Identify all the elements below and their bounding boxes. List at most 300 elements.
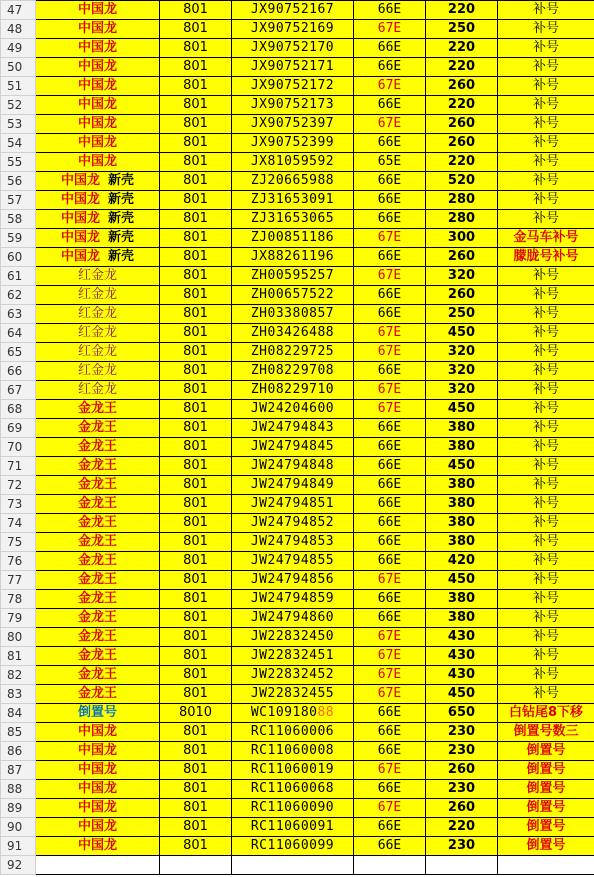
cell-price[interactable]: 430 (426, 628, 498, 647)
cell-note[interactable]: 补号 (498, 457, 594, 476)
cell-version[interactable]: 67E (354, 685, 426, 704)
cell-version[interactable]: 67E (354, 77, 426, 96)
cell-version[interactable]: 66E (354, 514, 426, 533)
cell-note[interactable]: 补号 (498, 153, 594, 172)
row-number-header[interactable]: 71 (1, 457, 36, 476)
cell-name[interactable] (36, 229, 160, 248)
row-number-header[interactable]: 72 (1, 476, 36, 495)
row-number-header[interactable]: 92 (1, 856, 36, 875)
cell-price[interactable]: 230 (426, 837, 498, 856)
cell-serial[interactable] (232, 362, 354, 381)
cell-note[interactable]: 补号 (498, 362, 594, 381)
cell-version[interactable]: 66E (354, 419, 426, 438)
cell-note[interactable]: 补号 (498, 533, 594, 552)
cell-serial[interactable] (232, 153, 354, 172)
cell-price[interactable]: 280 (426, 191, 498, 210)
cell-name[interactable] (36, 628, 160, 647)
cell-name[interactable] (36, 818, 160, 837)
cell-name[interactable] (36, 343, 160, 362)
cell-price[interactable]: 320 (426, 267, 498, 286)
cell-name[interactable] (36, 723, 160, 742)
cell-price[interactable]: 450 (426, 685, 498, 704)
cell-version[interactable]: 66E (354, 590, 426, 609)
row-number-header[interactable]: 85 (1, 723, 36, 742)
cell-note[interactable]: 补号 (498, 77, 594, 96)
cell-price[interactable]: 450 (426, 324, 498, 343)
cell-code[interactable]: 801 (160, 476, 232, 495)
cell-code[interactable]: 801 (160, 191, 232, 210)
row-number-header[interactable]: 64 (1, 324, 36, 343)
row-number-header[interactable]: 76 (1, 552, 36, 571)
cell-price[interactable]: 250 (426, 20, 498, 39)
row-number-header[interactable]: 62 (1, 286, 36, 305)
cell-version[interactable]: 66E (354, 704, 426, 723)
cell-version[interactable]: 66E (354, 837, 426, 856)
cell-serial[interactable] (232, 210, 354, 229)
cell-name[interactable] (36, 191, 160, 210)
cell-version[interactable]: 67E (354, 666, 426, 685)
cell-name[interactable] (36, 837, 160, 856)
row-number-header[interactable]: 74 (1, 514, 36, 533)
cell-serial[interactable] (232, 457, 354, 476)
row-number-header[interactable]: 58 (1, 210, 36, 229)
cell-price[interactable]: 380 (426, 533, 498, 552)
cell-name[interactable] (36, 210, 160, 229)
cell-version[interactable]: 66E (354, 210, 426, 229)
cell-note[interactable]: 补号 (498, 324, 594, 343)
cell-note[interactable]: 白钻尾8下移 (498, 704, 594, 723)
cell-note[interactable]: 补号 (498, 1, 594, 20)
cell-name[interactable] (36, 115, 160, 134)
cell-note[interactable]: 倒置号 (498, 837, 594, 856)
cell-price[interactable]: 450 (426, 571, 498, 590)
cell-serial[interactable] (232, 742, 354, 761)
cell-code[interactable]: 801 (160, 20, 232, 39)
cell-name[interactable] (36, 590, 160, 609)
cell-serial[interactable] (232, 1, 354, 20)
cell-code[interactable]: 801 (160, 153, 232, 172)
cell-name[interactable] (36, 742, 160, 761)
cell-code[interactable]: 801 (160, 438, 232, 457)
cell-price[interactable]: 280 (426, 210, 498, 229)
cell-name[interactable] (36, 324, 160, 343)
cell-code[interactable]: 801 (160, 77, 232, 96)
cell-serial[interactable] (232, 571, 354, 590)
cell-note[interactable]: 补号 (498, 210, 594, 229)
cell-note[interactable]: 补号 (498, 552, 594, 571)
cell-price[interactable]: 320 (426, 381, 498, 400)
row-number-header[interactable]: 83 (1, 685, 36, 704)
cell-name[interactable] (36, 495, 160, 514)
cell-version[interactable]: 66E (354, 818, 426, 837)
cell-name[interactable] (36, 799, 160, 818)
row-number-header[interactable]: 88 (1, 780, 36, 799)
cell-price[interactable]: 260 (426, 248, 498, 267)
cell-version[interactable]: 66E (354, 495, 426, 514)
cell-serial[interactable] (232, 324, 354, 343)
row-number-header[interactable]: 80 (1, 628, 36, 647)
cell-code[interactable]: 801 (160, 400, 232, 419)
cell-note[interactable]: 补号 (498, 647, 594, 666)
row-number-header[interactable]: 61 (1, 267, 36, 286)
cell-price[interactable]: 220 (426, 153, 498, 172)
cell-name[interactable] (36, 571, 160, 590)
cell-note[interactable]: 补号 (498, 476, 594, 495)
cell-price[interactable]: 430 (426, 647, 498, 666)
cell-version[interactable]: 66E (354, 39, 426, 58)
cell-serial[interactable] (232, 761, 354, 780)
row-number-header[interactable]: 59 (1, 229, 36, 248)
cell-version[interactable]: 66E (354, 780, 426, 799)
cell-code[interactable]: 801 (160, 39, 232, 58)
cell-serial[interactable] (232, 780, 354, 799)
cell-name[interactable] (36, 438, 160, 457)
row-number-header[interactable]: 54 (1, 134, 36, 153)
cell-name[interactable] (36, 20, 160, 39)
cell-name[interactable] (36, 761, 160, 780)
cell-price[interactable]: 320 (426, 362, 498, 381)
cell-name[interactable] (36, 666, 160, 685)
row-number-header[interactable]: 57 (1, 191, 36, 210)
cell-version[interactable]: 67E (354, 324, 426, 343)
row-number-header[interactable]: 90 (1, 818, 36, 837)
cell-name[interactable] (36, 476, 160, 495)
cell-serial[interactable] (232, 818, 354, 837)
cell-name[interactable] (36, 685, 160, 704)
cell-price[interactable]: 260 (426, 761, 498, 780)
row-number-header[interactable]: 65 (1, 343, 36, 362)
cell-version[interactable]: 66E (354, 58, 426, 77)
cell-serial[interactable] (232, 685, 354, 704)
row-number-header[interactable]: 70 (1, 438, 36, 457)
cell-serial[interactable] (232, 191, 354, 210)
cell-name[interactable] (36, 400, 160, 419)
cell-note[interactable]: 补号 (498, 419, 594, 438)
empty-cell[interactable] (354, 856, 426, 875)
cell-note[interactable]: 补号 (498, 191, 594, 210)
cell-name[interactable] (36, 457, 160, 476)
cell-note[interactable]: 金马车补号 (498, 229, 594, 248)
cell-serial[interactable] (232, 628, 354, 647)
cell-serial[interactable] (232, 666, 354, 685)
cell-version[interactable]: 67E (354, 400, 426, 419)
cell-code[interactable]: 801 (160, 818, 232, 837)
cell-serial[interactable] (232, 590, 354, 609)
row-number-header[interactable]: 87 (1, 761, 36, 780)
empty-cell[interactable] (498, 856, 594, 875)
cell-version[interactable]: 67E (354, 20, 426, 39)
cell-version[interactable]: 67E (354, 799, 426, 818)
cell-price[interactable]: 260 (426, 799, 498, 818)
cell-code[interactable]: 801 (160, 229, 232, 248)
cell-code[interactable]: 801 (160, 799, 232, 818)
cell-name[interactable] (36, 704, 160, 723)
cell-note[interactable]: 倒置号 (498, 780, 594, 799)
cell-version[interactable]: 67E (354, 115, 426, 134)
cell-code[interactable]: 801 (160, 552, 232, 571)
cell-code[interactable]: 801 (160, 58, 232, 77)
cell-code[interactable]: 801 (160, 495, 232, 514)
cell-price[interactable]: 420 (426, 552, 498, 571)
row-number-header[interactable]: 91 (1, 837, 36, 856)
row-number-header[interactable]: 75 (1, 533, 36, 552)
cell-note[interactable]: 补号 (498, 286, 594, 305)
row-number-header[interactable]: 63 (1, 305, 36, 324)
cell-version[interactable]: 66E (354, 286, 426, 305)
cell-note[interactable]: 倒置号 (498, 742, 594, 761)
cell-note[interactable]: 倒置号 (498, 761, 594, 780)
cell-price[interactable]: 380 (426, 609, 498, 628)
cell-price[interactable]: 230 (426, 723, 498, 742)
cell-name[interactable] (36, 419, 160, 438)
cell-version[interactable]: 66E (354, 438, 426, 457)
row-number-header[interactable]: 79 (1, 609, 36, 628)
cell-note[interactable]: 补号 (498, 20, 594, 39)
cell-serial[interactable] (232, 343, 354, 362)
cell-version[interactable]: 66E (354, 1, 426, 20)
row-number-header[interactable]: 68 (1, 400, 36, 419)
cell-name[interactable] (36, 267, 160, 286)
row-number-header[interactable]: 86 (1, 742, 36, 761)
cell-name[interactable] (36, 609, 160, 628)
cell-version[interactable]: 66E (354, 172, 426, 191)
cell-name[interactable] (36, 552, 160, 571)
cell-code[interactable]: 801 (160, 685, 232, 704)
cell-price[interactable]: 260 (426, 77, 498, 96)
cell-name[interactable] (36, 96, 160, 115)
cell-version[interactable]: 66E (354, 742, 426, 761)
cell-note[interactable]: 补号 (498, 134, 594, 153)
cell-code[interactable]: 801 (160, 571, 232, 590)
row-number-header[interactable]: 81 (1, 647, 36, 666)
row-number-header[interactable]: 55 (1, 153, 36, 172)
cell-serial[interactable] (232, 419, 354, 438)
cell-note[interactable]: 补号 (498, 685, 594, 704)
cell-version[interactable]: 66E (354, 476, 426, 495)
row-number-header[interactable]: 51 (1, 77, 36, 96)
cell-price[interactable]: 380 (426, 476, 498, 495)
cell-code[interactable]: 801 (160, 628, 232, 647)
cell-version[interactable]: 67E (354, 628, 426, 647)
cell-price[interactable]: 430 (426, 666, 498, 685)
cell-note[interactable]: 补号 (498, 495, 594, 514)
cell-note[interactable]: 补号 (498, 343, 594, 362)
cell-price[interactable]: 380 (426, 438, 498, 457)
cell-version[interactable]: 65E (354, 153, 426, 172)
cell-code[interactable]: 801 (160, 666, 232, 685)
cell-note[interactable]: 补号 (498, 590, 594, 609)
cell-serial[interactable] (232, 20, 354, 39)
cell-name[interactable] (36, 77, 160, 96)
cell-serial[interactable] (232, 134, 354, 153)
cell-serial[interactable] (232, 39, 354, 58)
cell-note[interactable]: 补号 (498, 305, 594, 324)
cell-version[interactable]: 66E (354, 723, 426, 742)
cell-price[interactable]: 260 (426, 286, 498, 305)
cell-name[interactable] (36, 514, 160, 533)
row-number-header[interactable]: 52 (1, 96, 36, 115)
cell-version[interactable]: 67E (354, 229, 426, 248)
cell-serial[interactable] (232, 248, 354, 267)
cell-serial[interactable] (232, 115, 354, 134)
cell-note[interactable]: 补号 (498, 514, 594, 533)
row-number-header[interactable]: 89 (1, 799, 36, 818)
cell-name[interactable] (36, 1, 160, 20)
cell-note[interactable]: 倒置号 (498, 818, 594, 837)
cell-version[interactable]: 66E (354, 134, 426, 153)
cell-version[interactable]: 66E (354, 457, 426, 476)
cell-serial[interactable] (232, 723, 354, 742)
cell-note[interactable]: 朦胧号补号 (498, 248, 594, 267)
cell-name[interactable] (36, 39, 160, 58)
row-number-header[interactable]: 48 (1, 20, 36, 39)
cell-price[interactable]: 300 (426, 229, 498, 248)
cell-name[interactable] (36, 286, 160, 305)
cell-note[interactable]: 补号 (498, 267, 594, 286)
cell-serial[interactable] (232, 533, 354, 552)
cell-serial[interactable] (232, 229, 354, 248)
cell-name[interactable] (36, 153, 160, 172)
cell-name[interactable] (36, 647, 160, 666)
cell-code[interactable]: 801 (160, 780, 232, 799)
cell-note[interactable]: 倒置号数三 (498, 723, 594, 742)
cell-code[interactable]: 801 (160, 457, 232, 476)
cell-price[interactable]: 450 (426, 400, 498, 419)
cell-price[interactable]: 260 (426, 134, 498, 153)
row-number-header[interactable]: 78 (1, 590, 36, 609)
cell-code[interactable]: 801 (160, 210, 232, 229)
row-number-header[interactable]: 56 (1, 172, 36, 191)
cell-version[interactable]: 67E (354, 381, 426, 400)
cell-name[interactable] (36, 780, 160, 799)
cell-price[interactable]: 260 (426, 115, 498, 134)
cell-note[interactable]: 补号 (498, 666, 594, 685)
cell-serial[interactable] (232, 381, 354, 400)
cell-code[interactable]: 801 (160, 1, 232, 20)
cell-price[interactable]: 520 (426, 172, 498, 191)
cell-price[interactable]: 230 (426, 780, 498, 799)
cell-code[interactable]: 801 (160, 837, 232, 856)
cell-serial[interactable] (232, 96, 354, 115)
cell-code[interactable]: 801 (160, 305, 232, 324)
cell-note[interactable]: 补号 (498, 39, 594, 58)
cell-code[interactable]: 801 (160, 172, 232, 191)
cell-version[interactable]: 66E (354, 96, 426, 115)
cell-name[interactable] (36, 172, 160, 191)
cell-version[interactable]: 66E (354, 191, 426, 210)
cell-note[interactable]: 补号 (498, 172, 594, 191)
cell-serial[interactable] (232, 837, 354, 856)
cell-serial[interactable] (232, 609, 354, 628)
cell-code[interactable]: 801 (160, 96, 232, 115)
cell-serial[interactable] (232, 647, 354, 666)
cell-code[interactable]: 801 (160, 324, 232, 343)
cell-version[interactable]: 67E (354, 343, 426, 362)
cell-code[interactable]: 801 (160, 514, 232, 533)
cell-code[interactable]: 801 (160, 381, 232, 400)
cell-serial[interactable] (232, 476, 354, 495)
cell-code[interactable]: 801 (160, 248, 232, 267)
cell-code[interactable]: 801 (160, 362, 232, 381)
cell-price[interactable]: 220 (426, 39, 498, 58)
row-number-header[interactable]: 60 (1, 248, 36, 267)
cell-code[interactable]: 801 (160, 647, 232, 666)
cell-note[interactable]: 补号 (498, 571, 594, 590)
row-number-header[interactable]: 50 (1, 58, 36, 77)
cell-code[interactable]: 8010 (160, 704, 232, 723)
row-number-header[interactable]: 84 (1, 704, 36, 723)
cell-code[interactable]: 801 (160, 343, 232, 362)
empty-cell[interactable] (160, 856, 232, 875)
row-number-header[interactable]: 49 (1, 39, 36, 58)
cell-note[interactable]: 补号 (498, 609, 594, 628)
cell-code[interactable]: 801 (160, 590, 232, 609)
row-number-header[interactable]: 73 (1, 495, 36, 514)
row-number-header[interactable]: 66 (1, 362, 36, 381)
cell-price[interactable]: 230 (426, 742, 498, 761)
cell-serial[interactable] (232, 514, 354, 533)
cell-price[interactable]: 220 (426, 96, 498, 115)
cell-version[interactable]: 66E (354, 609, 426, 628)
row-number-header[interactable]: 82 (1, 666, 36, 685)
row-number-header[interactable]: 53 (1, 115, 36, 134)
cell-version[interactable]: 66E (354, 362, 426, 381)
cell-code[interactable]: 801 (160, 115, 232, 134)
cell-serial[interactable] (232, 286, 354, 305)
empty-cell[interactable] (36, 856, 160, 875)
cell-name[interactable] (36, 134, 160, 153)
row-number-header[interactable]: 69 (1, 419, 36, 438)
cell-name[interactable] (36, 305, 160, 324)
cell-price[interactable]: 380 (426, 419, 498, 438)
cell-code[interactable]: 801 (160, 267, 232, 286)
cell-price[interactable]: 220 (426, 58, 498, 77)
cell-serial[interactable] (232, 438, 354, 457)
cell-version[interactable]: 66E (354, 533, 426, 552)
cell-price[interactable]: 220 (426, 1, 498, 20)
cell-serial[interactable] (232, 495, 354, 514)
cell-version[interactable]: 67E (354, 571, 426, 590)
cell-code[interactable]: 801 (160, 761, 232, 780)
cell-price[interactable]: 380 (426, 590, 498, 609)
cell-price[interactable]: 250 (426, 305, 498, 324)
empty-cell[interactable] (426, 856, 498, 875)
empty-cell[interactable] (232, 856, 354, 875)
cell-note[interactable]: 补号 (498, 115, 594, 134)
cell-note[interactable]: 补号 (498, 438, 594, 457)
cell-version[interactable]: 67E (354, 267, 426, 286)
cell-note[interactable]: 补号 (498, 96, 594, 115)
cell-serial[interactable] (232, 77, 354, 96)
row-number-header[interactable]: 77 (1, 571, 36, 590)
cell-price[interactable]: 220 (426, 818, 498, 837)
cell-code[interactable]: 801 (160, 609, 232, 628)
cell-note[interactable]: 补号 (498, 400, 594, 419)
cell-version[interactable]: 67E (354, 647, 426, 666)
cell-serial[interactable] (232, 172, 354, 191)
cell-version[interactable]: 66E (354, 305, 426, 324)
cell-name[interactable] (36, 248, 160, 267)
cell-note[interactable]: 倒置号 (498, 799, 594, 818)
cell-note[interactable]: 补号 (498, 381, 594, 400)
cell-code[interactable]: 801 (160, 723, 232, 742)
cell-price[interactable]: 450 (426, 457, 498, 476)
cell-code[interactable]: 801 (160, 419, 232, 438)
cell-serial[interactable] (232, 799, 354, 818)
cell-serial[interactable] (232, 58, 354, 77)
cell-price[interactable]: 320 (426, 343, 498, 362)
cell-serial[interactable] (232, 552, 354, 571)
